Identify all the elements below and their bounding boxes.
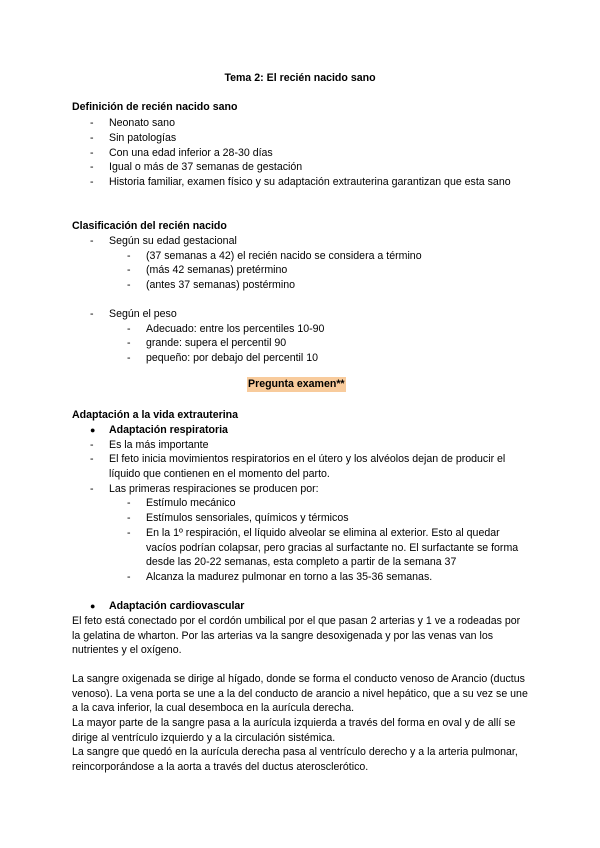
paragraph: La mayor parte de la sangre pasa a la aurícula izquierda a través del forma en oval y de allí se dirige al ventrículo izquierdo y a la circulación sistémica. <box>72 717 516 744</box>
sub-list-item <box>127 322 530 337</box>
list-item <box>90 175 529 190</box>
section-heading-adaptacion: Adaptación a la vida extrauterina <box>72 409 239 421</box>
dash-bullet: - <box>90 147 94 159</box>
sub-list-item <box>127 278 530 293</box>
list-item-text: Igual o más de 37 semanas de gestación <box>109 161 303 173</box>
dash-bullet: - <box>90 483 94 495</box>
dash-bullet: - <box>90 308 94 320</box>
list-item-text: Sin patologías <box>109 132 177 144</box>
list-item-text: Historia familiar, examen físico y su adaptación extrauterina garantizan que esta sano <box>109 176 511 188</box>
dash-bullet: - <box>90 235 94 247</box>
dash-bullet: - <box>90 161 94 173</box>
dash-bullet: - <box>90 439 94 451</box>
subsection-cardiovascular <box>90 599 245 614</box>
list-item <box>90 146 529 161</box>
sub-list-item <box>127 526 530 570</box>
list-item-text: (más 42 semanas) pretérmino <box>146 264 288 276</box>
list-item <box>90 234 529 249</box>
paragraph: La sangre que quedó en la aurícula derecha pasa al ventrículo derecho y a la arteria pulmonar, reincorporándose a la aorta a través del ductus aterosclerótico. <box>72 746 518 773</box>
dash-bullet: - <box>90 132 94 144</box>
dash-bullet: - <box>127 279 131 291</box>
list-item-text: Según su edad gestacional <box>109 235 237 247</box>
dash-bullet: - <box>127 497 131 509</box>
list-item-text: (37 semanas a 42) el recién nacido se considera a término <box>146 250 422 262</box>
sub-list-item <box>127 336 530 351</box>
list-item-text: (antes 37 semanas) postérmino <box>146 279 295 291</box>
sub-list-item <box>127 249 530 264</box>
dash-bullet: - <box>127 352 131 364</box>
section-heading-clasificacion: Clasificación del recién nacido <box>72 220 227 232</box>
dash-bullet: - <box>127 512 131 524</box>
dash-bullet: - <box>127 323 131 335</box>
list-item <box>90 116 529 131</box>
dash-bullet: - <box>127 527 131 539</box>
list-item <box>90 438 529 453</box>
exam-question-highlight: Pregunta examen** <box>248 378 345 390</box>
list-item-text: Según el peso <box>109 308 177 320</box>
list-item-text: En la 1º respiración, el líquido alveolar se elimina al exterior. Esto al quedar vacíos podrían colapsar, pero gracias al surfactante no. El surfactante se forma desde las 20-22 semanas, esta completo a partir de la semana 37 <box>146 527 519 569</box>
list-item-text: Neonato sano <box>109 117 175 129</box>
list-item <box>90 160 529 175</box>
sub-list-item <box>127 263 530 278</box>
paragraph: La sangre oxigenada se dirige al hígado, donde se forma el conducto venoso de Arancio (ductus venoso). La vena porta se une a la del conducto de arancio a nivel hepático, que a su vez se une a la cava inferior, la cual desemboca en la aurícula derecha. <box>72 673 528 715</box>
list-item-text: pequeño: por debajo del percentil 10 <box>146 352 318 364</box>
sub-list-item <box>127 351 530 366</box>
dash-bullet: - <box>90 176 94 188</box>
round-bullet: ● <box>90 425 96 435</box>
list-item <box>90 131 529 146</box>
dash-bullet: - <box>127 337 131 349</box>
page-title: Tema 2: El recién nacido sano <box>224 72 376 84</box>
dash-bullet: - <box>127 571 131 583</box>
list-item <box>90 452 529 481</box>
list-item-text: Alcanza la madurez pulmonar en torno a las 35-36 semanas. <box>146 571 433 583</box>
dash-bullet: - <box>90 117 94 129</box>
subsection-label: Adaptación cardiovascular <box>109 600 245 612</box>
list-item-text: Estímulo mecánico <box>146 497 236 509</box>
round-bullet: ● <box>90 601 96 611</box>
subsection-respiratoria <box>90 423 228 438</box>
paragraph: El feto está conectado por el cordón umbilical por el que pasan 2 arterias y 1 ve a rodeadas por la gelatina de wharton. Por las arterias va la sangre desoxigenada y por las venas van los nutrientes y el oxígeno. <box>72 615 521 657</box>
sub-list-item <box>127 511 530 526</box>
dash-bullet: - <box>90 453 94 465</box>
list-item-text: Estímulos sensoriales, químicos y térmicos <box>146 512 349 524</box>
sub-list-item <box>127 570 530 585</box>
dash-bullet: - <box>127 250 131 262</box>
sub-list-item <box>127 496 530 511</box>
list-item-text: El feto inicia movimientos respiratorios en el útero y los alvéolos dejan de producir el líquido que contienen en el momento del parto. <box>109 453 506 480</box>
section-heading-definicion: Definición de recién nacido sano <box>72 101 238 113</box>
list-item-text: Adecuado: entre los percentiles 10-90 <box>146 323 325 335</box>
subsection-label: Adaptación respiratoria <box>109 424 228 436</box>
list-item <box>90 482 529 497</box>
list-item-text: Es la más importante <box>109 439 209 451</box>
list-item <box>90 307 529 322</box>
list-item-text: Con una edad inferior a 28-30 días <box>109 147 273 159</box>
list-item-text: grande: supera el percentil 90 <box>146 337 287 349</box>
dash-bullet: - <box>127 264 131 276</box>
list-item-text: Las primeras respiraciones se producen por: <box>109 483 319 495</box>
